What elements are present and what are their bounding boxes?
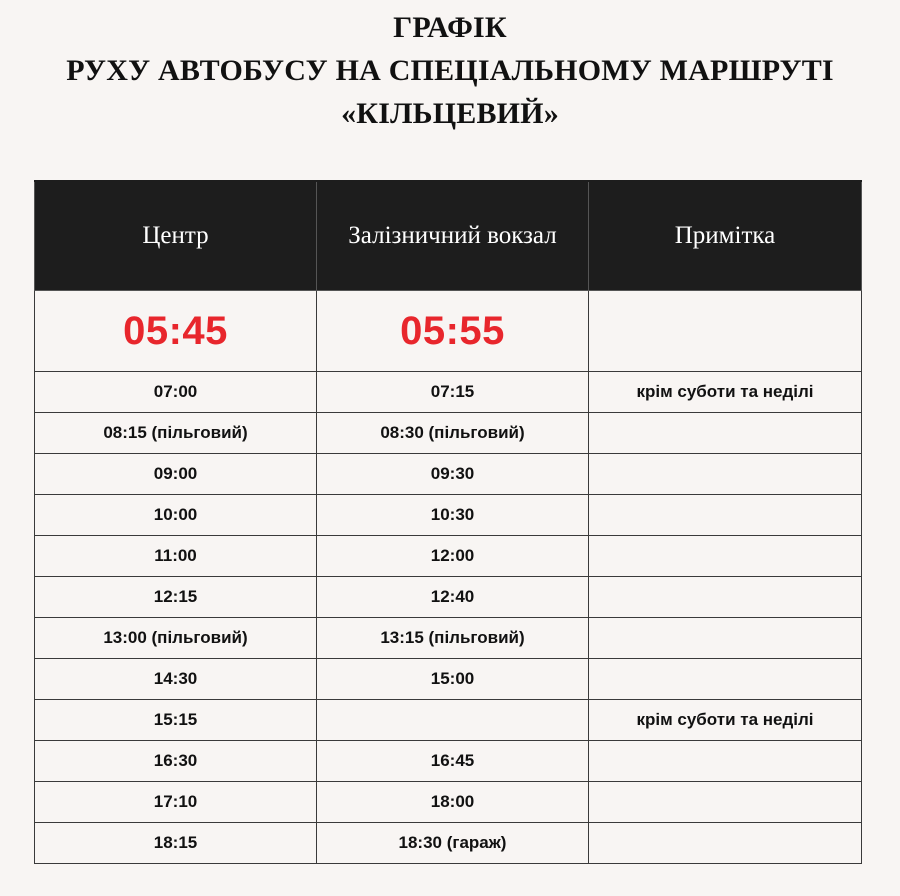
cell-station bbox=[317, 700, 589, 741]
first-departure-note bbox=[589, 291, 862, 372]
cell-center: 14:30 bbox=[35, 659, 317, 700]
first-time-center: 05:45 bbox=[123, 308, 228, 353]
cell-station: 12:00 bbox=[317, 536, 589, 577]
first-time-station: 05:55 bbox=[400, 308, 505, 353]
header-station: Залізничний вокзал bbox=[317, 181, 589, 291]
cell-center: 10:00 bbox=[35, 495, 317, 536]
table-row bbox=[35, 700, 862, 741]
table-row bbox=[35, 536, 862, 577]
cell-note bbox=[589, 495, 862, 536]
page-title bbox=[0, 6, 900, 135]
first-departure-station bbox=[317, 291, 589, 372]
table-row bbox=[35, 659, 862, 700]
cell-note bbox=[589, 659, 862, 700]
table-row bbox=[35, 495, 862, 536]
first-departure-center bbox=[35, 291, 317, 372]
schedule-table bbox=[34, 180, 862, 864]
cell-note bbox=[589, 618, 862, 659]
cell-station: 16:45 bbox=[317, 741, 589, 782]
cell-note bbox=[589, 741, 862, 782]
cell-note: крім суботи та неділі bbox=[589, 700, 862, 741]
cell-center: 17:10 bbox=[35, 782, 317, 823]
cell-center: 12:15 bbox=[35, 577, 317, 618]
cell-center: 11:00 bbox=[35, 536, 317, 577]
cell-station: 12:40 bbox=[317, 577, 589, 618]
cell-center: 16:30 bbox=[35, 741, 317, 782]
table-row bbox=[35, 618, 862, 659]
cell-station: 09:30 bbox=[317, 454, 589, 495]
cell-note bbox=[589, 454, 862, 495]
title-line-1: ГРАФІК bbox=[393, 11, 507, 44]
cell-center: 13:00 (пільговий) bbox=[35, 618, 317, 659]
table-row bbox=[35, 413, 862, 454]
cell-station: 15:00 bbox=[317, 659, 589, 700]
cell-station: 18:30 (гараж) bbox=[317, 823, 589, 864]
cell-note bbox=[589, 577, 862, 618]
cell-note bbox=[589, 782, 862, 823]
cell-note bbox=[589, 536, 862, 577]
cell-center: 08:15 (пільговий) bbox=[35, 413, 317, 454]
table-row bbox=[35, 823, 862, 864]
cell-station: 08:30 (пільговий) bbox=[317, 413, 589, 454]
table-row bbox=[35, 454, 862, 495]
cell-station: 18:00 bbox=[317, 782, 589, 823]
cell-center: 09:00 bbox=[35, 454, 317, 495]
table-header-row bbox=[35, 181, 862, 291]
cell-center: 15:15 bbox=[35, 700, 317, 741]
cell-station: 13:15 (пільговий) bbox=[317, 618, 589, 659]
table-row bbox=[35, 741, 862, 782]
cell-center: 07:00 bbox=[35, 372, 317, 413]
title-line-3: «КІЛЬЦЕВИЙ» bbox=[341, 97, 559, 130]
cell-station: 07:15 bbox=[317, 372, 589, 413]
table-row bbox=[35, 577, 862, 618]
cell-note bbox=[589, 413, 862, 454]
table-row bbox=[35, 782, 862, 823]
title-line-2: РУХУ АВТОБУСУ НА СПЕЦІАЛЬНОМУ МАРШРУТІ bbox=[66, 54, 834, 87]
cell-center: 18:15 bbox=[35, 823, 317, 864]
header-center: Центр bbox=[35, 181, 317, 291]
header-note: Примітка bbox=[589, 181, 862, 291]
cell-note bbox=[589, 823, 862, 864]
cell-note: крім суботи та неділі bbox=[589, 372, 862, 413]
table-row bbox=[35, 372, 862, 413]
cell-station: 10:30 bbox=[317, 495, 589, 536]
table-row-first bbox=[35, 291, 862, 372]
